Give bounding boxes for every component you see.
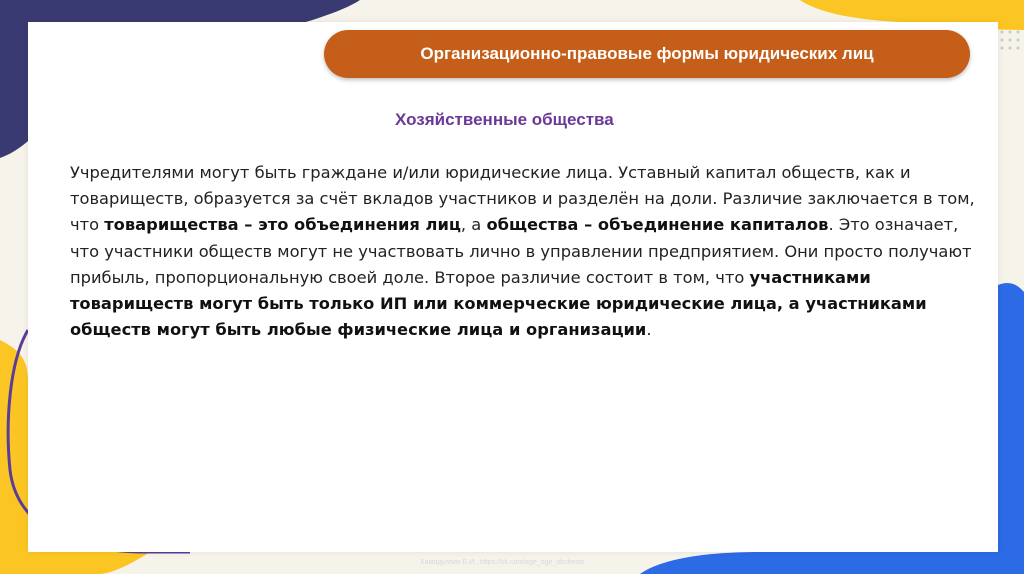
body-paragraph	[70, 160, 982, 343]
text-run: , а	[460, 215, 487, 235]
footer-credit: Хамидуллин Б.И., https://vk.com/ege_oge_obshestv	[420, 559, 585, 566]
dot-grid-pattern	[1001, 31, 1020, 50]
bold-text-run: общества – объединение капиталов	[486, 215, 829, 235]
text-run: .	[646, 320, 652, 340]
section-subtitle: Хозяйственные общества	[395, 110, 614, 129]
bold-text-run: товарищества – это объединения лиц	[104, 215, 461, 235]
bold-text-run: участниками товариществ могут быть только ИП или коммерческие юридические лица, а участниками обществ могут быть любые физические лица и организации	[70, 267, 927, 340]
slide-title: Организационно-правовые формы юридических лиц	[420, 44, 874, 63]
text-run: Учредителями могут быть граждане и/или юридические лица. Уставный капитал обществ, как и товариществ, образуется за счёт вкладов участников и разделён на доли. Различие заключается в том, что	[70, 163, 975, 235]
text-run: . Это означает, что участники обществ могут не участвовать лично в управлении предприятием. Они просто получают прибыль, пропорциональную своей доле. Второе различие состоит в том, что	[70, 215, 972, 287]
title-bar	[324, 30, 970, 78]
